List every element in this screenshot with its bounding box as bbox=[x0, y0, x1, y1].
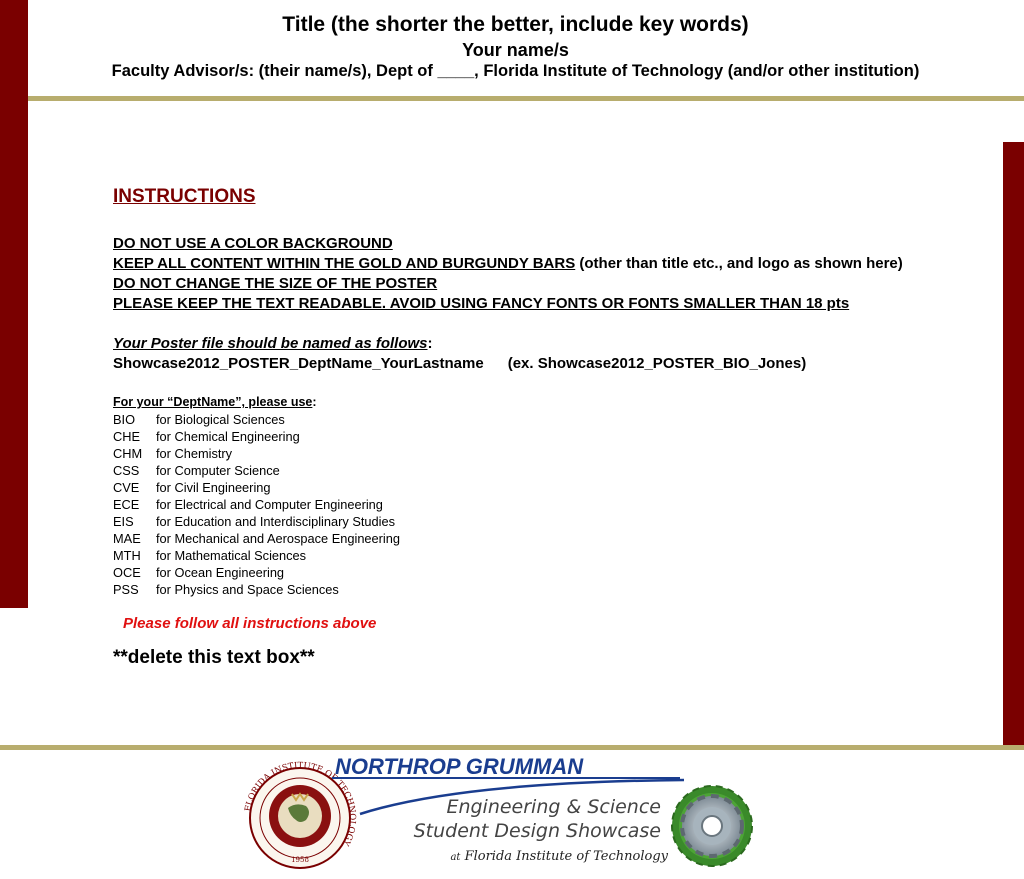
rule-keep-content-within-bars bbox=[113, 254, 1003, 274]
poster-header bbox=[28, 11, 1003, 81]
poster-title[interactable]: Title (the shorter the better, include key words) bbox=[282, 13, 749, 36]
dept-row bbox=[113, 513, 1003, 530]
rule-no-color-background bbox=[113, 234, 1003, 254]
dept-heading-text: For your “DeptName”, please use bbox=[113, 395, 313, 409]
dept-code: MTH bbox=[113, 548, 141, 563]
event-school: Florida Institute of Technology bbox=[464, 849, 668, 864]
dept-row bbox=[113, 564, 1003, 581]
gear-icon bbox=[672, 786, 752, 866]
naming-example: (ex. Showcase2012_POSTER_BIO_Jones) bbox=[507, 355, 807, 372]
dept-row bbox=[113, 428, 1003, 445]
dept-row bbox=[113, 445, 1003, 462]
dept-code: CHE bbox=[113, 429, 141, 444]
rule-text: KEEP ALL CONTENT WITHIN THE GOLD AND BURGUNDY BARS bbox=[113, 255, 576, 272]
dept-name: for Chemical Engineering bbox=[156, 429, 300, 444]
dept-row bbox=[113, 496, 1003, 513]
seal-year: 1958 bbox=[291, 856, 309, 864]
dept-name-heading: For your “DeptName”, please use: bbox=[113, 395, 317, 409]
dept-code: CVE bbox=[113, 480, 140, 495]
instructions-text-box[interactable] bbox=[113, 184, 1003, 670]
dept-name: for Physics and Space Sciences bbox=[156, 582, 339, 597]
seal-text: FLORIDA INSTITUTE OF TECHNOLOGY bbox=[243, 760, 358, 848]
delete-text-box-note: **delete this text box** bbox=[113, 647, 315, 668]
northrop-grumman-logo: NORTHROP GRUMMAN bbox=[335, 754, 584, 779]
dept-name: for Civil Engineering bbox=[156, 480, 271, 495]
file-naming-pattern bbox=[113, 354, 1003, 374]
dept-code: PSS bbox=[113, 582, 139, 597]
footer-logo-art bbox=[0, 750, 1024, 874]
dept-name: for Computer Science bbox=[156, 463, 280, 478]
event-location bbox=[450, 849, 668, 864]
naming-label-text: Your Poster file should be named as follows bbox=[113, 335, 428, 352]
dept-name: for Education and Interdisciplinary Studies bbox=[156, 514, 396, 529]
instructions-heading: INSTRUCTIONS bbox=[113, 186, 256, 207]
dept-code: OCE bbox=[113, 565, 141, 580]
dept-code: MAE bbox=[113, 531, 141, 546]
rule-text: DO NOT USE A COLOR BACKGROUND bbox=[113, 235, 393, 252]
rule-readable-text bbox=[113, 294, 1003, 314]
dept-code: CSS bbox=[113, 463, 140, 478]
gold-bar-top bbox=[28, 96, 1024, 101]
dept-row bbox=[113, 581, 1003, 598]
dept-code: CHM bbox=[113, 446, 143, 461]
dept-name: for Biological Sciences bbox=[156, 412, 285, 427]
dept-name: for Mechanical and Aerospace Engineering bbox=[156, 531, 401, 546]
rule-text: DO NOT CHANGE THE SIZE OF THE POSTER bbox=[113, 275, 438, 292]
faculty-advisor-line[interactable]: Faculty Advisor/s: (their name/s), Dept of ____, Florida Institute of Technology (and/or other institution) bbox=[111, 62, 920, 80]
event-at: at bbox=[450, 852, 461, 863]
dept-name: for Chemistry bbox=[156, 446, 233, 461]
dept-code: EIS bbox=[113, 514, 134, 529]
rule-note: (other than title etc., and logo as shown here) bbox=[575, 255, 903, 272]
burgundy-bar-left bbox=[0, 0, 28, 608]
dept-name: for Mathematical Sciences bbox=[156, 548, 307, 563]
dept-row bbox=[113, 411, 1003, 428]
dept-row bbox=[113, 479, 1003, 496]
dept-row bbox=[113, 530, 1003, 547]
footer-logos bbox=[0, 750, 1024, 874]
dept-row bbox=[113, 462, 1003, 479]
follow-instructions-note: Please follow all instructions above bbox=[123, 615, 377, 632]
dept-code: ECE bbox=[113, 497, 140, 512]
event-title-line1: Engineering & Science bbox=[446, 796, 661, 818]
dept-name: for Electrical and Computer Engineering bbox=[156, 497, 383, 512]
author-names[interactable]: Your name/s bbox=[462, 40, 569, 60]
naming-pattern: Showcase2012_POSTER_DeptName_YourLastname bbox=[113, 355, 484, 372]
file-naming-label: Your Poster file should be named as follows: bbox=[113, 335, 433, 352]
dept-row bbox=[113, 547, 1003, 564]
dept-name: for Ocean Engineering bbox=[156, 565, 285, 580]
burgundy-bar-right bbox=[1003, 142, 1024, 750]
dept-code: BIO bbox=[113, 412, 136, 427]
rule-poster-size bbox=[113, 274, 1003, 294]
event-title-line2: Student Design Showcase bbox=[413, 820, 661, 842]
rule-text: PLEASE KEEP THE TEXT READABLE. AVOID USING FANCY FONTS OR FONTS SMALLER THAN 18 pts bbox=[113, 295, 850, 312]
